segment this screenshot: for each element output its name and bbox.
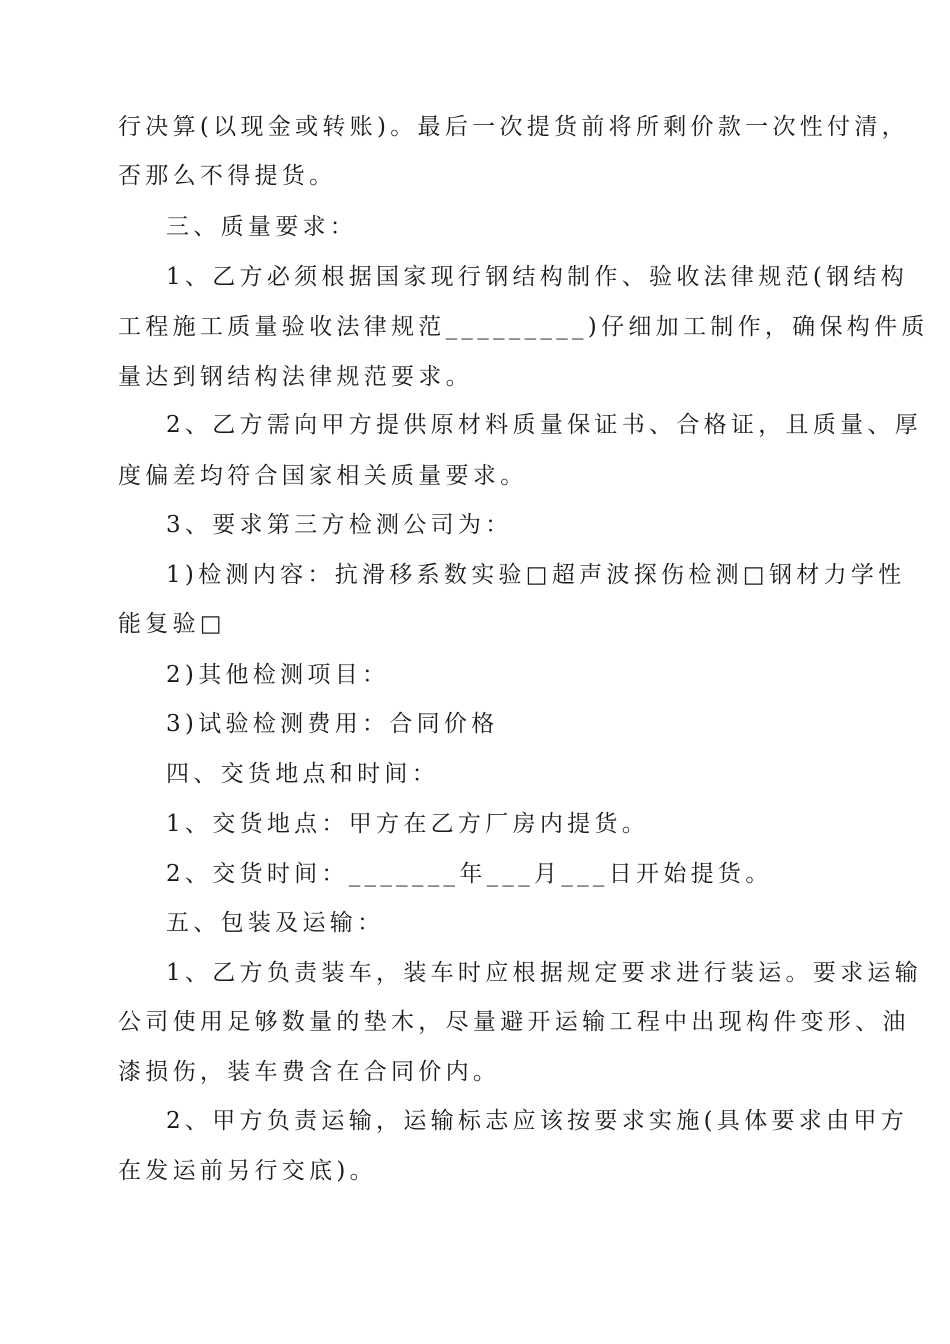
text-line: 度偏差均符合国家相关质量要求。 bbox=[118, 463, 528, 489]
text-line: 2)其他检测项目： bbox=[166, 662, 390, 688]
text-line: 在发运前另行交底)。 bbox=[118, 1158, 377, 1184]
text-line: 漆损伤，装车费含在合同价内。 bbox=[118, 1059, 501, 1085]
text-line: 工程施工质量验收法律规范_________)仔细加工制作，确保构件质 bbox=[118, 314, 929, 340]
text-line: 1、乙方负责装车，装车时应根据规定要求进行装运。要求运输 bbox=[166, 960, 923, 986]
text-line: 2、乙方需向甲方提供原材料质量保证书、合格证，且质量、厚 bbox=[166, 412, 923, 438]
text-line: 否那么不得提货。 bbox=[118, 163, 337, 189]
text-line: 1、乙方必须根据国家现行钢结构制作、验收法律规范(钢结构 bbox=[166, 264, 909, 290]
text-line: 2、交货时间：_______年___月___日开始提货。 bbox=[166, 861, 773, 887]
section-heading: 三、质量要求： bbox=[166, 214, 358, 240]
text-line: 1)检测内容：抗滑移系数实验□超声波探伤检测□钢材力学性 bbox=[166, 562, 906, 588]
text-line: 公司使用足够数量的垫木，尽量避开运输工程中出现构件变形、油 bbox=[118, 1009, 910, 1035]
text-line: 3、要求第三方检测公司为： bbox=[166, 512, 513, 538]
section-heading: 五、包装及运输： bbox=[166, 910, 385, 936]
text-line: 2、甲方负责运输，运输标志应该按要求实施(具体要求由甲方 bbox=[166, 1108, 909, 1134]
text-line: 3)试验检测费用：合同价格 bbox=[166, 711, 499, 737]
text-line: 量达到钢结构法律规范要求。 bbox=[118, 364, 473, 390]
section-heading: 四、交货地点和时间： bbox=[166, 761, 439, 787]
text-line: 行决算(以现金或转账)。最后一次提货前将所剩价款一次性付清， bbox=[118, 114, 909, 140]
text-line: 能复验□ bbox=[118, 611, 226, 637]
text-line: 1、交货地点：甲方在乙方厂房内提货。 bbox=[166, 811, 650, 837]
